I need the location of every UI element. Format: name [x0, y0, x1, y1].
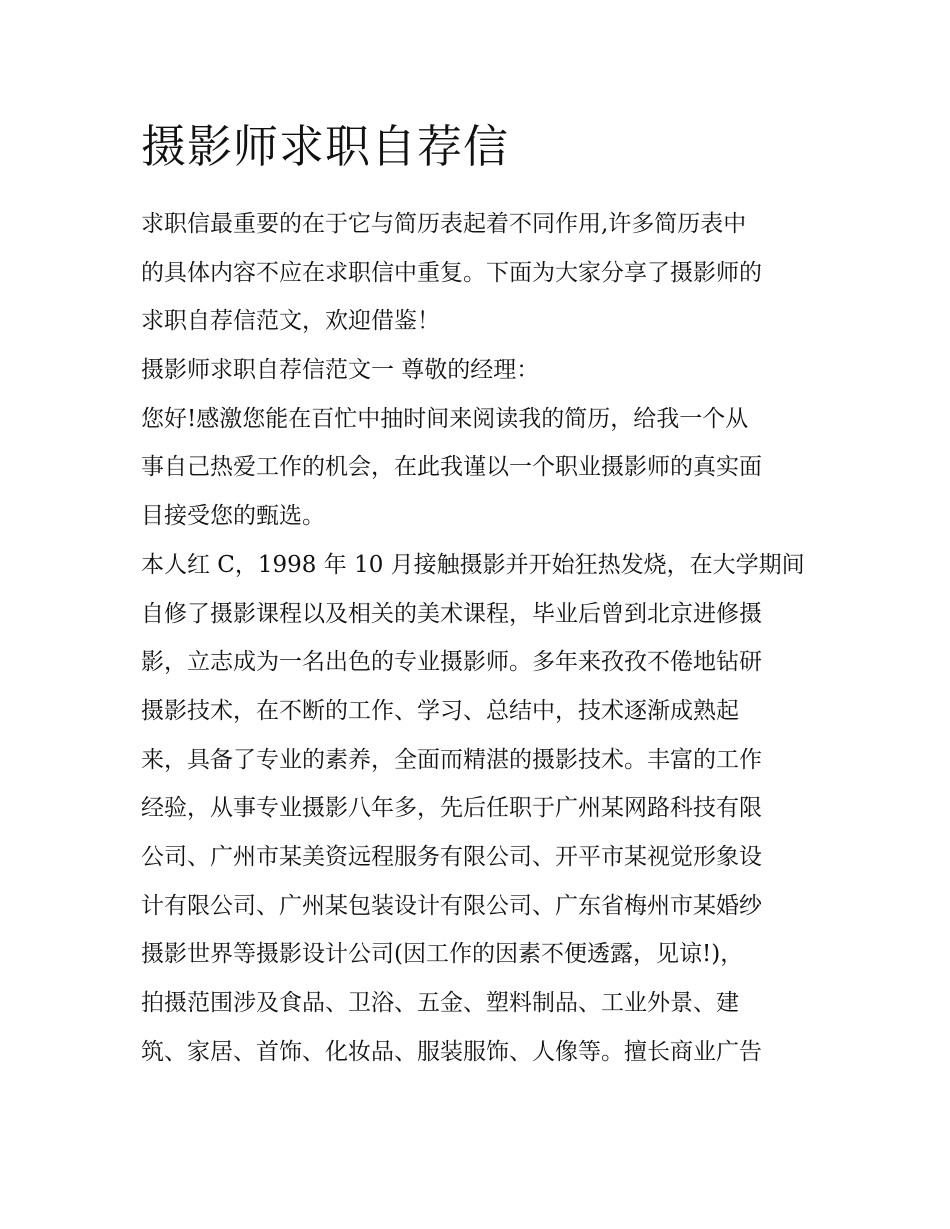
- text-line: 摄影技术，在不断的工作、学习、总结中，技术逐渐成熟起: [141, 697, 739, 724]
- text-line: 来，具备了专业的素养，全面而精湛的摄影技术。丰富的工作: [141, 746, 762, 773]
- text-line: 本人红 C，1998 年 10 月接触摄影并开始狂热发烧，在大学期间: [141, 551, 805, 578]
- text-line: 摄影师求职自荐信范文一 尊敬的经理：: [141, 357, 540, 384]
- text-line: 影，立志成为一名出色的专业摄影师。多年来孜孜不倦地钻研: [141, 649, 762, 676]
- text-line: 筑、家居、首饰、化妆品、服装服饰、人像等。擅长商业广告: [141, 1038, 762, 1065]
- text-line: 摄影世界等摄影设计公司(因工作的因素不便透露，见谅!)，: [141, 941, 744, 968]
- text-line: 的具体内容不应在求职信中重复。下面为大家分享了摄影师的: [141, 259, 762, 286]
- text-line: 目接受您的甄选。: [141, 503, 325, 530]
- text-line: 自修了摄影课程以及相关的美术课程，毕业后曾到北京进修摄: [141, 600, 762, 627]
- text-line: 拍摄范围涉及食品、卫浴、五金、塑料制品、工业外景、建: [141, 990, 739, 1016]
- text-line: 求职自荐信范文，欢迎借鉴！: [141, 308, 440, 335]
- page-title: 摄影师求职自荐信: [141, 120, 510, 173]
- text-line: 事自己热爱工作的机会，在此我谨以一个职业摄影师的真实面: [141, 454, 762, 481]
- text-line: 计有限公司、广州某包装设计有限公司、广东省梅州市某婚纱: [141, 892, 762, 919]
- text-line: 经验，从事专业摄影八年多，先后任职于广州某网路科技有限: [141, 795, 762, 822]
- text-line: 公司、广州市某美资远程服务有限公司、开平市某视觉形象设: [141, 843, 762, 870]
- text-line: 您好!感激您能在百忙中抽时间来阅读我的简历，给我一个从: [141, 405, 749, 432]
- document-body: [141, 200, 821, 1076]
- text-line: 求职信最重要的在于它与简历表起着不同作用,许多简历表中: [141, 211, 747, 237]
